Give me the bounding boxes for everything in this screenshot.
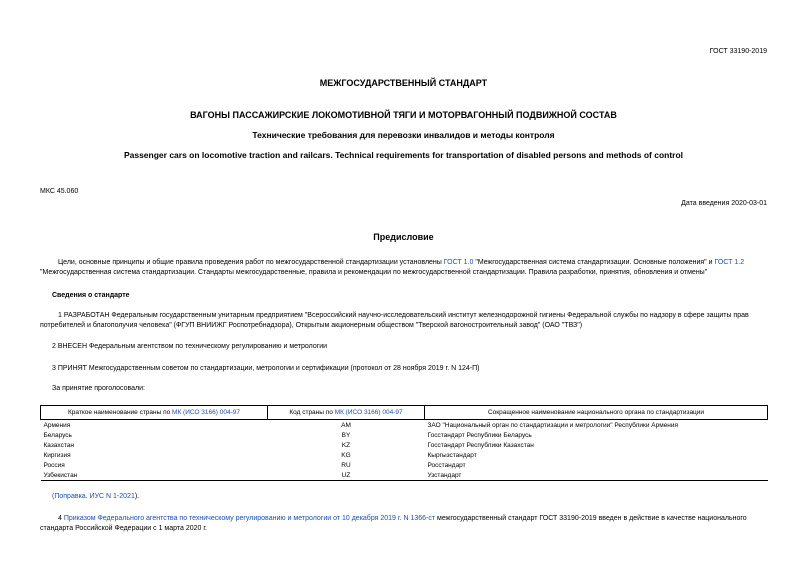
paragraph-text: Цели, основные принципы и общие правила проведения работ по межгосударственной стандартизации установлены <box>58 259 444 266</box>
code-cell: AM <box>341 421 351 429</box>
document-subtitle: Технические требования для перевозки инвалидов и методы контроля <box>252 130 555 140</box>
code-cell: KZ <box>341 441 351 449</box>
paragraph-text: "Межгосударственная система стандартизации. Основные положения" и <box>473 259 715 266</box>
body-cell: Кыргызстандарт <box>427 451 477 459</box>
developed-by-paragraph: 1 РАЗРАБОТАН Федеральным государственным унитарным предприятием "Всероссийский научно-исследовательский институт железнодорожной гигиены Федеральной службы по надзору в сфере защиты прав потребителей и благополучия человека" (ФГУП ВНИИЖГ Роспотребнадзора), Открытым акционерным обществом "Тверской вагоностроительный завод" (ОАО "ТВЗ") <box>40 312 749 329</box>
country-cell: Казахстан <box>43 441 74 449</box>
country-cell: Армения <box>43 421 71 429</box>
table-row <box>41 450 768 460</box>
order-link[interactable]: Приказом Федерального агентства по техническому регулированию и метрологии от 10 декабря 2019 г. N 1366-ст <box>63 515 436 522</box>
paragraph-text: "Межгосударственная система стандартизации. Стандарты межгосударственные, правила и рекомендации по межгосударственной стандартизации. Правила разработки, принятия, обновления и отмены" <box>40 269 708 276</box>
gost-1-0-link[interactable]: ГОСТ 1.0 <box>443 259 474 266</box>
standard-info-heading: Сведения о стандарте <box>52 292 130 299</box>
country-cell: Киргизия <box>43 451 71 459</box>
table-row <box>41 420 768 431</box>
adopted-by-paragraph: 3 ПРИНЯТ Межгосударственным советом по стандартизации, метрологии и сертификации (протокол от 28 ноября 2019 г. N 124-П) <box>52 365 480 372</box>
amendment-link[interactable]: Поправка. ИУС N 1-2021 <box>54 493 135 500</box>
code-cell: KG <box>341 451 351 459</box>
code-cell: UZ <box>268 470 425 481</box>
country-cell: Россия <box>43 461 65 469</box>
table-row <box>41 430 768 440</box>
country-cell: Беларусь <box>43 431 72 439</box>
order-paragraph: 4 Приказом Федерального агентства по техническому регулированию и метрологии от 10 декабря 2019 г. N 1366-ст межгосударственный стандарт ГОСТ 33190-2019 введен в действие в качестве национального стандарта Российской Федерации с 1 марта 2020 г. <box>40 515 747 532</box>
document-number: ГОСТ 33190-2019 <box>709 48 767 55</box>
body-cell: ЗАО "Национальный орган по стандартизации и метрологии" Республики Армения <box>427 421 679 429</box>
mk-iso-link[interactable]: МК (ИСО 3166) 004-97 <box>172 409 240 416</box>
code-cell: RU <box>341 461 351 469</box>
table-row <box>41 460 768 470</box>
voting-states-table <box>40 405 768 481</box>
amendment-note: (Поправка. ИУС N 1-2021). <box>52 493 140 500</box>
table-row <box>41 470 768 481</box>
code-cell: BY <box>341 431 351 439</box>
body-cell: Госстандарт Республики Беларусь <box>427 431 532 439</box>
column-header-country: Краткое наименование страны по МК (ИСО 3166) 004-97 <box>41 406 268 420</box>
standard-type-heading: МЕЖГОСУДАРСТВЕННЫЙ СТАНДАРТ <box>319 78 488 88</box>
introduction-date: Дата введения 2020-03-01 <box>681 200 767 207</box>
gost-1-2-link[interactable]: ГОСТ 1.2 <box>714 259 745 266</box>
mk-iso-link[interactable]: МК (ИСО 3166) 004-97 <box>334 409 403 416</box>
column-header-code: Код страны по МК (ИСО 3166) 004-97 <box>268 406 425 420</box>
column-header-body: Сокращенное наименование национального органа по стандартизации <box>425 406 768 420</box>
foreword-paragraph <box>40 258 768 278</box>
foreword-heading: Предисловие <box>373 232 434 242</box>
submitted-by-paragraph: 2 ВНЕСЕН Федеральным агентством по техническому регулированию и метрологии <box>52 343 328 350</box>
table-row <box>41 440 768 450</box>
table-header-row <box>41 406 768 420</box>
country-cell: Узбекистан <box>41 470 268 481</box>
document-title-english: Passenger cars on locomotive traction and railcars. Technical requirements for transportation of disabled persons and methods of control <box>123 150 684 160</box>
voted-for-paragraph: За принятие проголосовали: <box>52 385 145 392</box>
document-title: ВАГОНЫ ПАССАЖИРСКИЕ ЛОКОМОТИВНОЙ ТЯГИ И МОТОРВАГОННЫЙ ПОДВИЖНОЙ СОСТАВ <box>190 110 617 120</box>
body-cell: Росстандарт <box>427 461 466 469</box>
body-cell: Госстандарт Республики Казахстан <box>427 441 534 449</box>
mks-code: МКС 45.060 <box>40 188 79 195</box>
body-cell: Узстандарт <box>425 470 768 481</box>
